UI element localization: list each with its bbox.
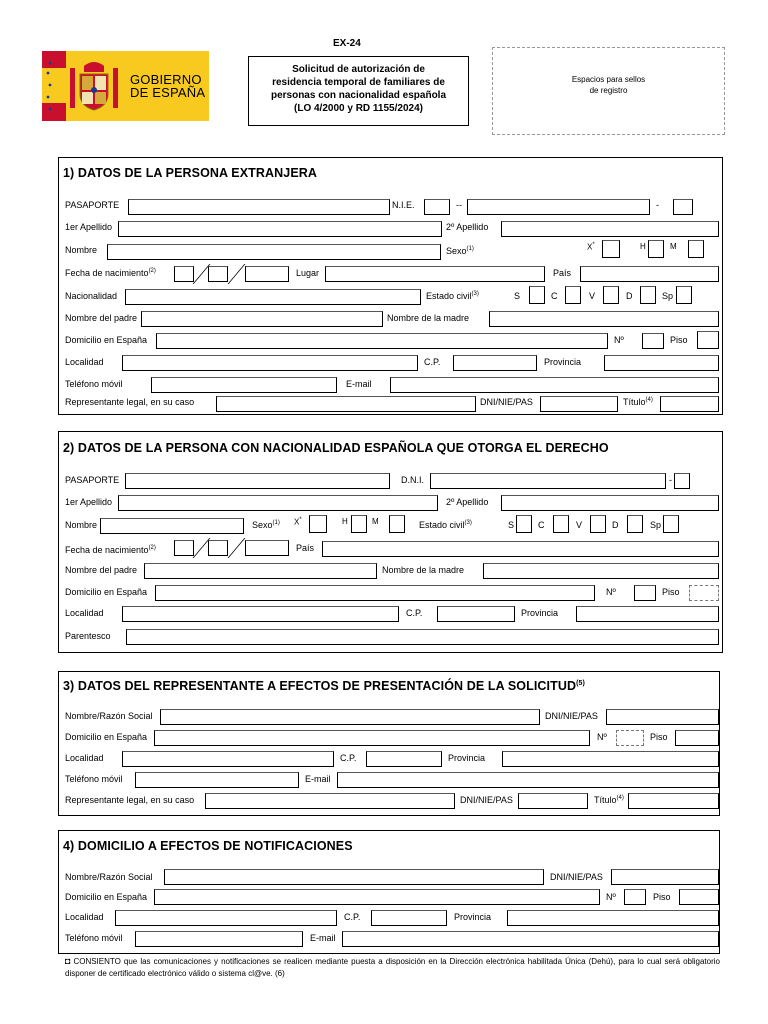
email-field[interactable] — [342, 931, 719, 947]
num-field[interactable] — [616, 730, 644, 746]
label-nie: N.I.E. — [392, 200, 415, 210]
label-madre: Nombre de la madre — [382, 565, 465, 575]
parentesco-field[interactable] — [126, 629, 719, 645]
label-cp: C.P. — [424, 357, 441, 367]
section-title: 1) DATOS DE LA PERSONA EXTRANJERA — [63, 166, 318, 180]
estado-s-checkbox[interactable] — [516, 515, 532, 533]
titulo-field[interactable] — [660, 396, 719, 412]
label-domicilio: Domicilio en España — [65, 587, 148, 597]
lugar-field[interactable] — [325, 266, 545, 282]
telefono-field[interactable] — [151, 377, 337, 393]
razon-social-field[interactable] — [160, 709, 540, 725]
label-provincia: Provincia — [544, 357, 582, 367]
label-estado-s: S — [514, 291, 521, 301]
label-nombre: Nombre — [65, 520, 98, 530]
form-title: Solicitud de autorización de residencia temporal de familiares de personas con nacionalidad española (LO 4/2000 y RD 1155/2024) — [248, 56, 469, 126]
sexo-m-checkbox[interactable] — [688, 240, 704, 258]
cp-field[interactable] — [371, 910, 447, 926]
label-fecha-nacimiento: Fecha de nacimiento$^{(2)}$ — [65, 268, 156, 278]
birth-year-field[interactable] — [245, 266, 289, 282]
label-estado-d: D — [612, 520, 619, 530]
domicilio-field[interactable] — [154, 730, 590, 746]
label-num: Nº — [606, 587, 616, 597]
estado-c-checkbox[interactable] — [553, 515, 569, 533]
representante-field[interactable] — [216, 396, 476, 412]
label-email: E-mail — [310, 933, 336, 943]
pasaporte-field[interactable] — [128, 199, 390, 215]
label-fecha-nacimiento: Fecha de nacimiento$^{(2)}$ — [65, 545, 156, 555]
label-domicilio: Domicilio en España — [65, 892, 148, 902]
label-estado-civil: Estado civil$^{(3)}$ — [419, 520, 472, 530]
label-razon-social: Nombre/Razón Social — [65, 872, 153, 882]
coat-of-arms-icon — [68, 58, 120, 114]
label-piso: Piso — [662, 587, 680, 597]
nie-letter-field[interactable] — [424, 199, 450, 215]
domicilio-field[interactable] — [156, 333, 608, 349]
nie-dash: - — [656, 200, 659, 210]
label-estado-s: S — [508, 520, 515, 530]
apellido2-field[interactable] — [501, 221, 719, 237]
sexo-x-checkbox[interactable] — [602, 240, 620, 258]
label-provincia: Provincia — [448, 753, 486, 763]
piso-field[interactable] — [679, 889, 719, 905]
madre-field[interactable] — [483, 563, 719, 579]
pasaporte-field[interactable] — [125, 473, 390, 489]
estado-sp-checkbox[interactable] — [663, 515, 679, 533]
piso-field[interactable] — [675, 730, 719, 746]
apellido2-field[interactable] — [501, 495, 719, 511]
label-dni-nie-pas: DNI/NIE/PAS — [480, 397, 533, 407]
label-telefono: Teléfono móvil — [65, 933, 123, 943]
label-piso: Piso — [653, 892, 671, 902]
label-localidad: Localidad — [65, 753, 104, 763]
label-telefono: Teléfono móvil — [65, 379, 123, 389]
consent-notice — [65, 955, 720, 980]
telefono-field[interactable] — [135, 931, 303, 947]
razon-social-field[interactable] — [164, 869, 544, 885]
localidad-field[interactable] — [122, 355, 418, 371]
dni-number-field[interactable] — [430, 473, 666, 489]
padre-field[interactable] — [141, 311, 383, 327]
consent-text: CONSIENTO que las comunicaciones y notificaciones se realicen mediante puesta a disposición en la Dirección electrónica habilitada Única (Dehú), para lo cual será obligatorio disponer de certificado electrónico válido o sistema cl@ve. (6) — [65, 957, 720, 978]
label-representante: Representante legal, en su caso — [65, 397, 195, 407]
label-estado-c: C — [551, 291, 558, 301]
nie-separator: -- — [456, 200, 462, 210]
label-sexo-m: M — [670, 242, 677, 251]
cp-field[interactable] — [453, 355, 537, 371]
cp-field[interactable] — [366, 751, 442, 767]
label-cp: C.P. — [344, 912, 361, 922]
label-num: Nº — [597, 732, 607, 742]
representante-doc-field[interactable] — [540, 396, 618, 412]
nie-number-field[interactable] — [467, 199, 650, 215]
dni-dash: - — [669, 475, 672, 485]
birth-day-field[interactable] — [174, 266, 194, 282]
estado-c-checkbox[interactable] — [565, 286, 581, 304]
label-piso: Piso — [650, 732, 668, 742]
label-piso: Piso — [670, 335, 688, 345]
label-estado-v: V — [589, 291, 596, 301]
label-localidad: Localidad — [65, 357, 104, 367]
label-num: Nº — [614, 335, 624, 345]
cp-field[interactable] — [437, 606, 515, 622]
provincia-field[interactable] — [604, 355, 719, 371]
label-apellido1: 1er Apellido — [65, 222, 113, 232]
section-title: 3) DATOS DEL REPRESENTANTE A EFECTOS DE PRESENTACIÓN DE LA SOLICITUD$^{(5)}$ — [63, 679, 585, 693]
form-code: EX-24 — [333, 38, 361, 49]
sexo-h-checkbox[interactable] — [648, 240, 664, 258]
label-sexo-x: X* — [294, 517, 302, 527]
label-madre: Nombre de la madre — [387, 313, 470, 323]
label-estado-sp: Sp — [650, 520, 662, 530]
apellido1-field[interactable] — [118, 221, 442, 237]
num-field[interactable] — [642, 333, 664, 349]
localidad-field[interactable] — [115, 910, 337, 926]
birth-year-field[interactable] — [245, 540, 289, 556]
label-sexo-h: H — [342, 517, 348, 526]
domicilio-field[interactable] — [154, 889, 600, 905]
label-domicilio: Domicilio en España — [65, 335, 148, 345]
provincia-field[interactable] — [576, 606, 719, 622]
sexo-h-checkbox[interactable] — [351, 515, 367, 533]
government-logo-text: GOBIERNO DE ESPAÑA — [130, 72, 206, 100]
label-padre: Nombre del padre — [65, 565, 138, 575]
label-estado-civil: Estado civil$^{(3)}$ — [426, 291, 479, 301]
num-field[interactable] — [624, 889, 646, 905]
label-num: Nº — [606, 892, 616, 902]
label-estado-c: C — [538, 520, 545, 530]
domicilio-field[interactable] — [155, 585, 595, 601]
sexo-m-checkbox[interactable] — [389, 515, 405, 533]
eu-stars-icon — [42, 51, 66, 121]
provincia-field[interactable] — [507, 910, 719, 926]
representante-doc-field[interactable] — [518, 793, 588, 809]
titulo-field[interactable] — [628, 793, 719, 809]
nombre-field[interactable] — [100, 518, 244, 534]
label-localidad: Localidad — [65, 608, 104, 618]
label-email: E-mail — [346, 379, 372, 389]
estado-d-checkbox[interactable] — [627, 515, 643, 533]
label-pasaporte: PASAPORTE — [65, 475, 120, 485]
apellido1-field[interactable] — [118, 495, 438, 511]
label-cp: C.P. — [406, 608, 423, 618]
provincia-field[interactable] — [502, 751, 719, 767]
doc-field[interactable] — [611, 869, 719, 885]
label-padre: Nombre del padre — [65, 313, 138, 323]
piso-field[interactable] — [697, 331, 719, 349]
pais-field[interactable] — [322, 541, 719, 557]
email-field[interactable] — [337, 772, 719, 788]
doc-field[interactable] — [606, 709, 719, 725]
label-apellido1: 1er Apellido — [65, 497, 113, 507]
label-pasaporte: PASAPORTE — [65, 200, 120, 210]
label-lugar: Lugar — [296, 268, 320, 278]
label-pais: País — [553, 268, 572, 278]
madre-field[interactable] — [489, 311, 719, 327]
label-dni-nie-pas: DNI/NIE/PAS — [460, 795, 513, 805]
label-email: E-mail — [305, 774, 331, 784]
label-estado-v: V — [576, 520, 583, 530]
estado-v-checkbox[interactable] — [603, 286, 619, 304]
label-parentesco: Parentesco — [65, 631, 111, 641]
consent-checkbox[interactable]: ◘ — [65, 956, 71, 966]
label-estado-sp: Sp — [662, 291, 674, 301]
registry-stamp-area: Espacios para sellos de registro — [492, 47, 725, 135]
label-pais: País — [296, 543, 315, 553]
birth-month-field[interactable] — [208, 266, 228, 282]
label-sexo: Sexo$^{(1)}$ — [446, 246, 474, 256]
localidad-field[interactable] — [122, 606, 399, 622]
label-estado-d: D — [626, 291, 633, 301]
label-representante: Representante legal, en su caso — [65, 795, 195, 805]
sexo-x-checkbox[interactable] — [309, 515, 327, 533]
estado-s-checkbox[interactable] — [529, 286, 545, 304]
label-provincia: Provincia — [521, 608, 559, 618]
representante-field[interactable] — [205, 793, 455, 809]
label-sexo-m: M — [372, 517, 379, 526]
nombre-field[interactable] — [107, 244, 441, 260]
label-dni: D.N.I. — [401, 475, 425, 485]
estado-sp-checkbox[interactable] — [676, 286, 692, 304]
padre-field[interactable] — [144, 563, 377, 579]
num-field[interactable] — [634, 585, 656, 601]
nie-control-field[interactable] — [673, 199, 693, 215]
label-sexo-h: H — [640, 242, 646, 251]
label-domicilio: Domicilio en España — [65, 732, 148, 742]
label-sexo: Sexo$^{(1)}$ — [252, 520, 280, 530]
label-localidad: Localidad — [65, 912, 104, 922]
label-titulo: Título$^{(4)}$ — [623, 397, 653, 407]
label-razon-social: Nombre/Razón Social — [65, 711, 153, 721]
label-cp: C.P. — [340, 753, 357, 763]
dni-letter-field[interactable] — [674, 473, 690, 489]
nacionalidad-field[interactable] — [125, 289, 421, 305]
localidad-field[interactable] — [122, 751, 334, 767]
section-title: 2) DATOS DE LA PERSONA CON NACIONALIDAD ESPAÑOLA QUE OTORGA EL DERECHO — [63, 441, 609, 455]
label-titulo: Título$^{(4)}$ — [594, 795, 624, 805]
label-nombre: Nombre — [65, 245, 98, 255]
section-title: 4) DOMICILIO A EFECTOS DE NOTIFICACIONES — [63, 839, 353, 853]
email-field[interactable] — [390, 377, 719, 393]
birth-day-field[interactable] — [174, 540, 194, 556]
label-telefono: Teléfono móvil — [65, 774, 123, 784]
label-dni-nie-pas: DNI/NIE/PAS — [545, 711, 598, 721]
label-dni-nie-pas: DNI/NIE/PAS — [550, 872, 603, 882]
telefono-field[interactable] — [135, 772, 299, 788]
estado-v-checkbox[interactable] — [590, 515, 606, 533]
birth-month-field[interactable] — [208, 540, 228, 556]
pais-field[interactable] — [580, 266, 719, 282]
label-sexo-x: X* — [587, 242, 595, 252]
label-provincia: Provincia — [454, 912, 492, 922]
label-nacionalidad: Nacionalidad — [65, 291, 118, 301]
piso-field[interactable] — [689, 585, 719, 601]
estado-d-checkbox[interactable] — [640, 286, 656, 304]
label-apellido2: 2º Apellido — [446, 497, 489, 507]
label-apellido2: 2º Apellido — [446, 222, 489, 232]
